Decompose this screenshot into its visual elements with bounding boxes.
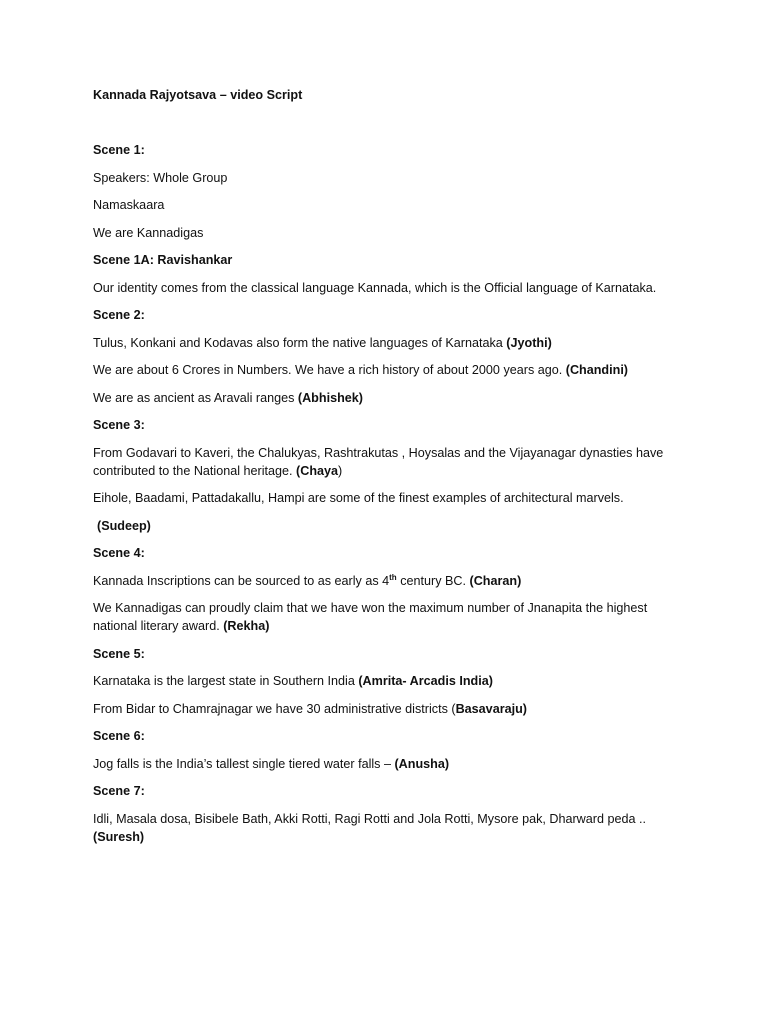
- scene-3-line-2-speaker: (Sudeep): [97, 518, 151, 533]
- scene-6-line-1-speaker: (Anusha): [394, 756, 450, 771]
- scene-4-line-2: [93, 599, 693, 635]
- scene-3-line-2: Eihole, Baadami, Pattadakallu, Hampi are some of the finest examples of architectural marvels.: [93, 491, 624, 505]
- scene-4-line-2-text: We Kannadigas can proudly claim that we have won the maximum number of Jnanapita the highest national literary award.: [93, 601, 648, 633]
- scene-7-line-1: [93, 810, 693, 846]
- scene-2-line-2-text: We are about 6 Crores in Numbers. We have a rich history of about 2000 years ago.: [93, 363, 563, 377]
- scene-2-heading: Scene 2:: [93, 308, 145, 322]
- document-title: Kannada Rajyotsava – video Script: [93, 88, 303, 102]
- scene-3-heading: Scene 3:: [93, 418, 145, 432]
- scene-1-line-2: We are Kannadigas: [93, 225, 204, 240]
- scene-5-line-1-text: Karnataka is the largest state in Southern India: [93, 674, 355, 688]
- scene-3-line-1-speaker-close: ): [338, 463, 343, 478]
- scene-2-line-2: [93, 361, 693, 379]
- scene-2-line-2-speaker: (Chandini): [565, 363, 629, 377]
- scene-6-heading: Scene 6:: [93, 729, 145, 743]
- script-document: [93, 86, 693, 855]
- scene-2-line-3: [93, 389, 693, 407]
- scene-5-line-2-speaker-open: (: [451, 701, 456, 716]
- scene-1-speakers: Speakers: Whole Group: [93, 170, 228, 185]
- scene-4-line-1-superscript: th: [389, 572, 397, 582]
- scene-4-heading: Scene 4:: [93, 546, 145, 560]
- scene-1a-heading: Scene 1A: Ravishankar: [93, 253, 233, 267]
- scene-2-line-3-text: We are as ancient as Aravali ranges: [93, 390, 295, 405]
- scene-5-line-1-speaker: (Amrita- Arcadis India): [358, 674, 493, 688]
- scene-4-line-1-text-end: century BC.: [396, 573, 466, 588]
- scene-2-line-3-speaker: (Abhishek): [297, 390, 363, 405]
- scene-3-line-1: [93, 444, 693, 480]
- scene-4-line-2-speaker: (Rekha): [223, 619, 270, 633]
- scene-3-line-1-text: From Godavari to Kaveri, the Chalukyas, Rashtrakutas , Hoysalas and the Vijayanagar dynasties have contributed to the National heritage.: [93, 445, 664, 478]
- scene-2-line-1-speaker: (Jyothi): [506, 335, 552, 350]
- scene-5-line-1: [93, 672, 693, 690]
- scene-6-line-1-text: Jog falls is the India’s tallest single tiered water falls –: [93, 756, 391, 771]
- scene-5-line-2-speaker: Basavaraju): [455, 701, 527, 716]
- scene-6-line-1: [93, 755, 693, 773]
- scene-7-line-1-speaker: (Suresh): [93, 829, 145, 844]
- scene-1-line-1: Namaskaara: [93, 198, 165, 212]
- scene-5-heading: Scene 5:: [93, 646, 145, 661]
- scene-2-line-1-text: Tulus, Konkani and Kodavas also form the native languages of Karnataka: [93, 335, 503, 350]
- scene-3-line-1-speaker: (Chaya: [296, 463, 339, 478]
- scene-7-heading: Scene 7:: [93, 784, 145, 798]
- scene-2-line-1: [93, 334, 693, 352]
- scene-5-line-2-text: From Bidar to Chamrajnagar we have 30 administrative districts: [93, 701, 448, 716]
- scene-4-line-1-speaker: (Charan): [469, 573, 522, 588]
- scene-5-line-2: [93, 700, 693, 718]
- scene-7-line-1-text: Idli, Masala dosa, Bisibele Bath, Akki Rotti, Ragi Rotti and Jola Rotti, Mysore pak, Dharward peda ..: [93, 811, 646, 826]
- scene-1a-line: Our identity comes from the classical language Kannada, which is the Official language of Karnataka.: [93, 280, 657, 295]
- scene-4-line-1: [93, 572, 693, 590]
- scene-1-heading: Scene 1:: [93, 143, 145, 157]
- scene-4-line-1-text: Kannada Inscriptions can be sourced to as early as 4: [93, 573, 390, 588]
